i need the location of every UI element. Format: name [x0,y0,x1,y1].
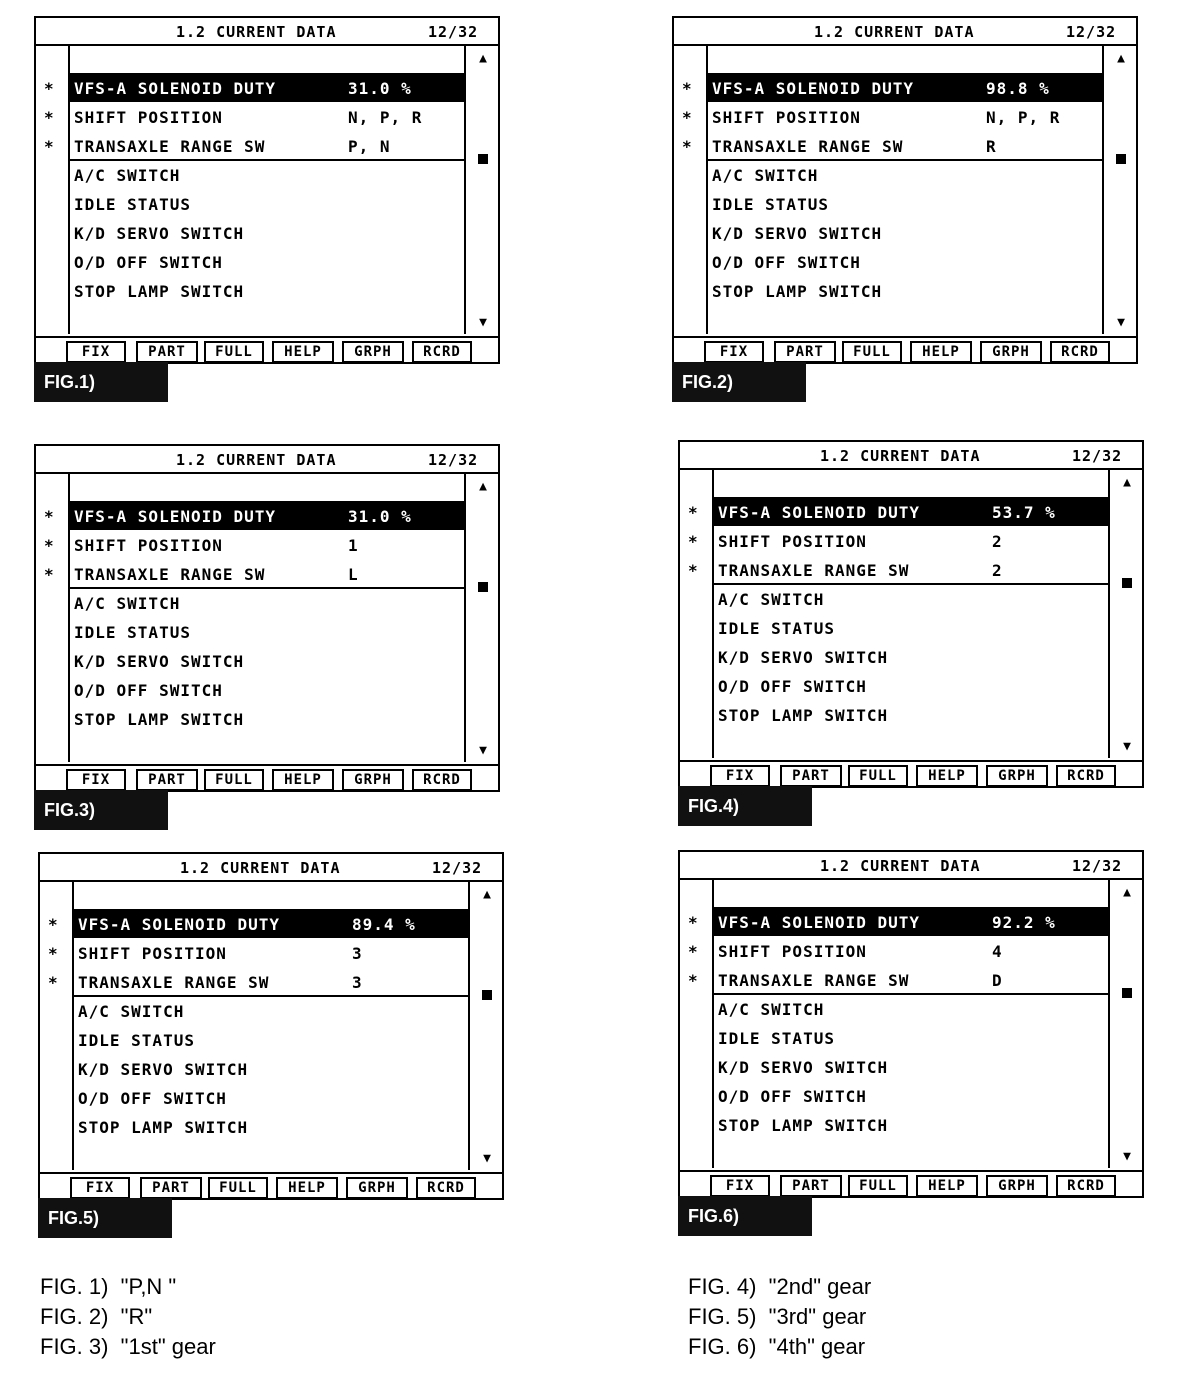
data-row[interactable] [682,103,1102,131]
screen-title: 1.2 CURRENT DATA [176,451,337,469]
data-row-value: 89.4 % [352,915,416,934]
fkey-full-button[interactable]: FULL [848,765,908,787]
data-row[interactable] [72,1084,468,1112]
screen-title: 1.2 CURRENT DATA [820,857,981,875]
data-row-label: IDLE STATUS [712,195,829,214]
screen-title: 1.2 CURRENT DATA [820,447,981,465]
data-row[interactable] [712,1053,1108,1081]
data-row-label: TRANSAXLE RANGE SW [718,561,910,580]
scroll-thumb[interactable] [1122,578,1132,588]
fixed-item-marker: * [44,108,55,127]
scroll-down-icon[interactable]: ▼ [1117,315,1125,330]
scroll-down-icon[interactable]: ▼ [479,315,487,330]
captions-left [40,1272,216,1362]
scroll-up-icon[interactable]: ▲ [1117,51,1125,66]
data-row[interactable] [712,995,1108,1023]
fkey-fix-button[interactable]: FIX [710,1175,770,1197]
fkey-grph-button[interactable]: GRPH [342,769,404,791]
data-row-label: STOP LAMP SWITCH [718,1116,889,1135]
fixed-item-marker: * [44,79,55,98]
page-indicator: 12/32 [432,859,483,877]
data-row-label: STOP LAMP SWITCH [74,282,245,301]
data-row[interactable] [688,556,1108,584]
data-row[interactable] [48,939,468,967]
data-row[interactable] [48,968,468,996]
data-row-value: 3 [352,944,363,963]
data-row-value: 2 [992,561,1003,580]
data-row-label: SHIFT POSITION [718,942,867,961]
scrollbar[interactable] [1108,470,1144,758]
screen-title: 1.2 CURRENT DATA [176,23,337,41]
fixed-item-marker: * [688,503,699,522]
scroll-thumb[interactable] [482,990,492,1000]
scroll-down-icon[interactable]: ▼ [483,1151,491,1166]
function-key-bar [680,760,1142,788]
data-row-label: K/D SERVO SWITCH [718,648,889,667]
data-row[interactable] [68,589,464,617]
data-row[interactable] [688,966,1108,994]
blank-row [714,470,1108,496]
caption-fig5: FIG. 5) "3rd" gear [688,1304,867,1329]
data-row-label: IDLE STATUS [718,619,835,638]
data-row-value: 98.8 % [986,79,1050,98]
data-row-value: 4 [992,942,1003,961]
data-row[interactable] [68,161,464,189]
scroll-up-icon[interactable]: ▲ [483,887,491,902]
data-row[interactable] [712,585,1108,613]
data-row[interactable] [44,74,464,102]
data-row-label: A/C SWITCH [78,1002,185,1021]
figure-tag: FIG.6) [678,1196,812,1236]
fixed-item-marker: * [44,565,55,584]
fixed-item-marker: * [48,915,59,934]
data-row-label: O/D OFF SWITCH [74,253,223,272]
data-row-value: 31.0 % [348,507,412,526]
data-row-label: TRANSAXLE RANGE SW [712,137,904,156]
data-row-label: O/D OFF SWITCH [78,1089,227,1108]
data-row-label: A/C SWITCH [74,594,181,613]
data-row-value: 1 [348,536,359,555]
title-bar [36,18,498,46]
data-row-label: VFS-A SOLENOID DUTY [74,79,277,98]
caption-fig4: FIG. 4) "2nd" gear [688,1274,872,1299]
fkey-rcrd-button[interactable]: RCRD [416,1177,476,1199]
screen-title: 1.2 CURRENT DATA [180,859,341,877]
fixed-item-marker: * [688,913,699,932]
data-row[interactable] [68,705,464,733]
scroll-up-icon[interactable]: ▲ [479,51,487,66]
scroll-thumb[interactable] [478,582,488,592]
data-row-value: 31.0 % [348,79,412,98]
fixed-item-marker: * [44,137,55,156]
data-row[interactable] [706,219,1102,247]
fkey-full-button[interactable]: FULL [842,341,902,363]
data-row-label: VFS-A SOLENOID DUTY [712,79,915,98]
page-indicator: 12/32 [428,451,479,469]
fkey-part-button[interactable]: PART [140,1177,202,1199]
fkey-part-button[interactable]: PART [774,341,836,363]
blank-row [70,46,464,72]
fkey-full-button[interactable]: FULL [208,1177,268,1199]
fkey-help-button[interactable]: HELP [916,765,978,787]
fkey-fix-button[interactable]: FIX [66,769,126,791]
data-row-label: K/D SERVO SWITCH [78,1060,249,1079]
data-row-label: K/D SERVO SWITCH [74,652,245,671]
title-bar [40,854,502,882]
function-key-bar [674,336,1136,364]
fkey-help-button[interactable]: HELP [272,769,334,791]
data-row-label: O/D OFF SWITCH [718,1087,867,1106]
data-row-value: N, P, R [348,108,423,127]
data-row-label: O/D OFF SWITCH [718,677,867,696]
data-row[interactable] [706,190,1102,218]
data-row-label: IDLE STATUS [74,195,191,214]
fkey-part-button[interactable]: PART [780,765,842,787]
data-row[interactable] [688,498,1108,526]
scrollbar[interactable] [1108,880,1144,1168]
function-key-bar [36,336,498,364]
fkey-grph-button[interactable]: GRPH [986,765,1048,787]
data-row[interactable] [706,161,1102,189]
fixed-item-marker: * [44,536,55,555]
scan-panel-3 [34,444,500,834]
data-row[interactable] [712,1082,1108,1110]
data-row[interactable] [712,1024,1108,1052]
data-row[interactable] [72,1055,468,1083]
data-row[interactable] [712,1111,1108,1139]
data-row[interactable] [68,647,464,675]
data-row[interactable] [68,248,464,276]
scroll-up-icon[interactable]: ▲ [479,479,487,494]
data-row-label: TRANSAXLE RANGE SW [718,971,910,990]
data-row[interactable] [706,277,1102,305]
data-row-label: K/D SERVO SWITCH [74,224,245,243]
data-row-label: VFS-A SOLENOID DUTY [718,503,921,522]
data-row-label: STOP LAMP SWITCH [78,1118,249,1137]
data-row[interactable] [44,132,464,160]
data-row[interactable] [68,618,464,646]
blank-row [708,46,1102,72]
data-row[interactable] [72,997,468,1025]
data-row-label: A/C SWITCH [718,1000,825,1019]
page-indicator: 12/32 [1072,447,1123,465]
fkey-full-button[interactable]: FULL [204,341,264,363]
data-row-label: IDLE STATUS [74,623,191,642]
figure-tag: FIG.4) [678,786,812,826]
blank-row [70,474,464,500]
fixed-item-marker: * [48,973,59,992]
data-row[interactable] [44,560,464,588]
data-row-value: L [348,565,359,584]
caption-fig3: FIG. 3) "1st" gear [40,1334,216,1359]
figure-tag: FIG.2) [672,362,806,402]
data-row-label: K/D SERVO SWITCH [712,224,883,243]
data-row-value: 92.2 % [992,913,1056,932]
fkey-part-button[interactable]: PART [136,341,198,363]
scanner-screen [34,444,500,792]
data-row-value: N, P, R [986,108,1061,127]
data-row-label: IDLE STATUS [78,1031,195,1050]
data-row-label: STOP LAMP SWITCH [718,706,889,725]
scanner-screen [672,16,1138,364]
fkey-rcrd-button[interactable]: RCRD [412,341,472,363]
fkey-full-button[interactable]: FULL [204,769,264,791]
fkey-rcrd-button[interactable]: RCRD [1050,341,1110,363]
data-row-value: P, N [348,137,391,156]
scroll-up-icon[interactable]: ▲ [1123,475,1131,490]
fixed-item-marker: * [682,137,693,156]
fkey-fix-button[interactable]: FIX [70,1177,130,1199]
data-row-value: 2 [992,532,1003,551]
screen-title: 1.2 CURRENT DATA [814,23,975,41]
fixed-item-marker: * [44,507,55,526]
data-row[interactable] [72,1026,468,1054]
data-row-value: 3 [352,973,363,992]
fkey-fix-button[interactable]: FIX [704,341,764,363]
data-row[interactable] [44,502,464,530]
scanner-screen [678,850,1144,1198]
data-row-label: SHIFT POSITION [718,532,867,551]
data-row-label: SHIFT POSITION [74,108,223,127]
data-row-label: STOP LAMP SWITCH [712,282,883,301]
fixed-item-marker: * [688,971,699,990]
data-row[interactable] [688,527,1108,555]
scroll-up-icon[interactable]: ▲ [1123,885,1131,900]
figure-tag: FIG.5) [38,1198,172,1238]
data-row-label: SHIFT POSITION [712,108,861,127]
data-row-value: 53.7 % [992,503,1056,522]
data-row-value: D [992,971,1003,990]
figure-tag: FIG.1) [34,362,168,402]
fkey-help-button[interactable]: HELP [916,1175,978,1197]
data-row[interactable] [712,701,1108,729]
caption-fig2: FIG. 2) "R" [40,1304,153,1329]
data-row-label: O/D OFF SWITCH [712,253,861,272]
data-row-label: A/C SWITCH [712,166,819,185]
data-row-label: VFS-A SOLENOID DUTY [78,915,281,934]
data-row-label: O/D OFF SWITCH [74,681,223,700]
fkey-part-button[interactable]: PART [780,1175,842,1197]
function-key-bar [40,1172,502,1200]
scan-panel-4 [678,440,1144,830]
data-row-label: A/C SWITCH [74,166,181,185]
fkey-rcrd-button[interactable]: RCRD [1056,765,1116,787]
page-indicator: 12/32 [1072,857,1123,875]
fkey-rcrd-button[interactable]: RCRD [1056,1175,1116,1197]
scanner-screen [34,16,500,364]
captions-right [688,1272,871,1362]
fkey-grph-button[interactable]: GRPH [986,1175,1048,1197]
scrollbar[interactable] [464,474,500,762]
data-row[interactable] [68,277,464,305]
fixed-item-marker: * [688,942,699,961]
blank-row [74,882,468,908]
data-row-label: VFS-A SOLENOID DUTY [718,913,921,932]
fkey-rcrd-button[interactable]: RCRD [412,769,472,791]
figure-tag: FIG.3) [34,790,168,830]
scroll-down-icon[interactable]: ▼ [1123,739,1131,754]
scan-panel-1 [34,16,500,406]
fixed-item-marker: * [48,944,59,963]
data-row[interactable] [688,937,1108,965]
fkey-grph-button[interactable]: GRPH [980,341,1042,363]
title-bar [674,18,1136,46]
function-key-bar [680,1170,1142,1198]
scrollbar[interactable] [464,46,500,334]
data-row-label: A/C SWITCH [718,590,825,609]
data-row-label: VFS-A SOLENOID DUTY [74,507,277,526]
data-row[interactable] [72,1113,468,1141]
data-row-label: SHIFT POSITION [78,944,227,963]
data-row-label: TRANSAXLE RANGE SW [74,565,266,584]
data-row[interactable] [682,132,1102,160]
data-row-label: K/D SERVO SWITCH [718,1058,889,1077]
fixed-item-marker: * [682,79,693,98]
fixed-item-marker: * [682,108,693,127]
scanner-screen [38,852,504,1200]
title-bar [36,446,498,474]
scanner-screen [678,440,1144,788]
scroll-thumb[interactable] [1116,154,1126,164]
caption-fig6: FIG. 6) "4th" gear [688,1334,866,1359]
page-indicator: 12/32 [1066,23,1117,41]
data-row[interactable] [48,910,468,938]
fkey-help-button[interactable]: HELP [272,341,334,363]
blank-row [714,880,1108,906]
data-row[interactable] [68,676,464,704]
fkey-grph-button[interactable]: GRPH [342,341,404,363]
data-row[interactable] [68,190,464,218]
data-row-label: TRANSAXLE RANGE SW [78,973,270,992]
scroll-down-icon[interactable]: ▼ [1123,1149,1131,1164]
data-row-value: R [986,137,997,156]
scan-panel-6 [678,850,1144,1240]
caption-fig1: FIG. 1) "P,N " [40,1274,177,1299]
data-row[interactable] [68,219,464,247]
fkey-fix-button[interactable]: FIX [66,341,126,363]
data-row-label: STOP LAMP SWITCH [74,710,245,729]
data-row[interactable] [44,531,464,559]
fkey-help-button[interactable]: HELP [910,341,972,363]
data-row[interactable] [712,614,1108,642]
fixed-item-marker: * [688,532,699,551]
data-row[interactable] [688,908,1108,936]
fkey-part-button[interactable]: PART [136,769,198,791]
fkey-fix-button[interactable]: FIX [710,765,770,787]
data-row[interactable] [712,643,1108,671]
scrollbar[interactable] [1102,46,1138,334]
fkey-help-button[interactable]: HELP [276,1177,338,1199]
fkey-grph-button[interactable]: GRPH [346,1177,408,1199]
scroll-thumb[interactable] [478,154,488,164]
data-row[interactable] [712,672,1108,700]
scroll-thumb[interactable] [1122,988,1132,998]
scrollbar[interactable] [468,882,504,1170]
title-bar [680,442,1142,470]
fkey-full-button[interactable]: FULL [848,1175,908,1197]
data-row[interactable] [706,248,1102,276]
scan-panel-2 [672,16,1138,406]
fixed-item-marker: * [688,561,699,580]
data-row-label: SHIFT POSITION [74,536,223,555]
data-row[interactable] [682,74,1102,102]
function-key-bar [36,764,498,792]
data-row[interactable] [44,103,464,131]
scan-panel-5 [38,852,504,1242]
page-indicator: 12/32 [428,23,479,41]
title-bar [680,852,1142,880]
data-row-label: TRANSAXLE RANGE SW [74,137,266,156]
data-row-label: IDLE STATUS [718,1029,835,1048]
scroll-down-icon[interactable]: ▼ [479,743,487,758]
